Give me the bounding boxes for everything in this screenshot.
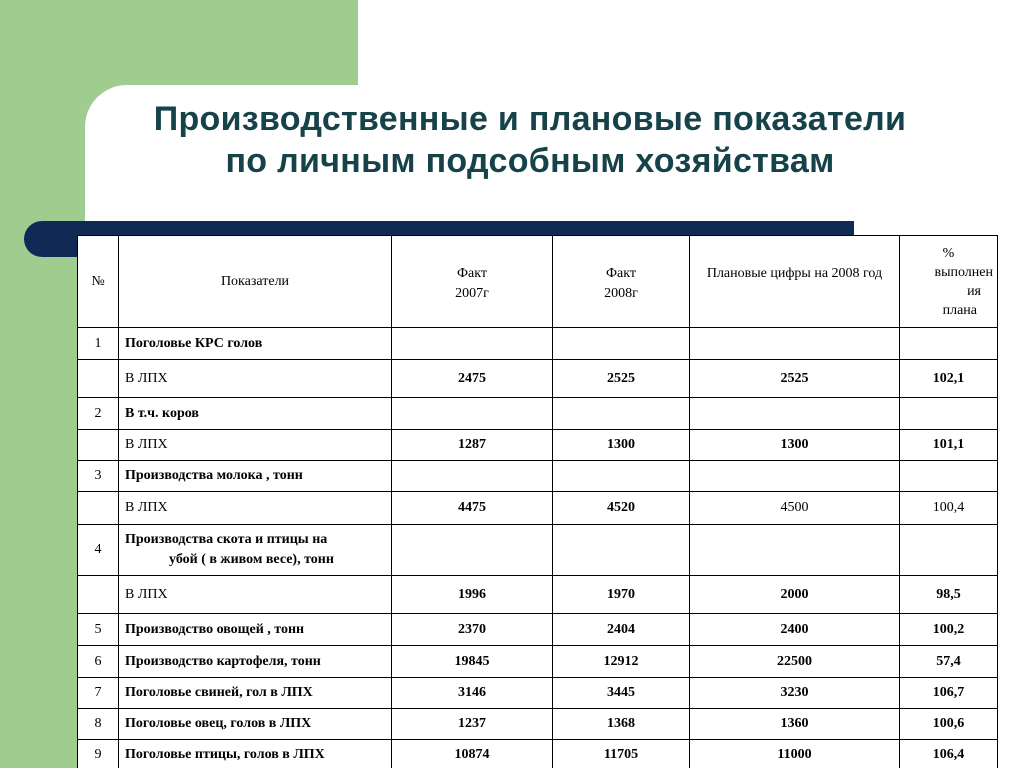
header-fact-2007-year: 2007г	[455, 286, 489, 301]
row-fact-2008: 3445	[553, 678, 690, 709]
row-name: Поголовье КРС голов	[119, 328, 392, 360]
header-fact-2008-year: 2008г	[604, 286, 638, 301]
row-name: Производство картофеля, тонн	[119, 646, 392, 678]
row-pct: 98,5	[900, 576, 998, 614]
row-plan-2008: 11000	[690, 740, 900, 768]
row-no: 6	[78, 646, 119, 678]
row-plan-2008: 4500	[690, 492, 900, 525]
row-name: В т.ч. коров	[119, 398, 392, 430]
header-fact-2007	[392, 236, 553, 328]
header-pct-symbol: %	[942, 245, 955, 261]
row-fact-2008	[553, 398, 690, 430]
row-name: Поголовье свиней, гол в ЛПХ	[119, 678, 392, 709]
row-fact-2007: 1996	[392, 576, 553, 614]
row-name	[119, 525, 392, 576]
row-pct: 106,7	[900, 678, 998, 709]
table-row	[78, 360, 998, 398]
row-pct: 100,4	[900, 492, 998, 525]
page-title: Производственные и плановые показатели по личным подсобным хозяйствам	[153, 100, 907, 180]
row-pct	[900, 328, 998, 360]
row-plan-2008	[690, 398, 900, 430]
row-pct: 57,4	[900, 646, 998, 678]
row-plan-2008	[690, 525, 900, 576]
row-name: Поголовье птицы, голов в ЛПХ	[119, 740, 392, 768]
row-fact-2007: 2475	[392, 360, 553, 398]
header-pct	[900, 236, 998, 328]
row-fact-2007: 1237	[392, 709, 553, 740]
row-no	[78, 360, 119, 398]
row-no	[78, 492, 119, 525]
row-no: 5	[78, 614, 119, 646]
table-row	[78, 492, 998, 525]
row-pct: 100,2	[900, 614, 998, 646]
row-plan-2008	[690, 328, 900, 360]
row-fact-2008: 12912	[553, 646, 690, 678]
row-fact-2008	[553, 525, 690, 576]
table-header-row	[78, 236, 998, 328]
row-pct: 101,1	[900, 430, 998, 461]
row-no: 3	[78, 461, 119, 492]
table-row	[78, 614, 998, 646]
row-plan-2008: 2000	[690, 576, 900, 614]
row-fact-2007	[392, 461, 553, 492]
row-fact-2008: 2525	[553, 360, 690, 398]
table-row	[78, 398, 998, 430]
row-fact-2007: 1287	[392, 430, 553, 461]
row-pct: 102,1	[900, 360, 998, 398]
row-plan-2008: 1300	[690, 430, 900, 461]
row-fact-2008	[553, 328, 690, 360]
row-name: Производство овощей , тонн	[119, 614, 392, 646]
row-fact-2008: 1368	[553, 709, 690, 740]
row-plan-2008: 2400	[690, 614, 900, 646]
header-fact-2008-label: Факт	[605, 266, 636, 281]
header-pct-line3: ия	[967, 283, 981, 299]
row-fact-2008: 1970	[553, 576, 690, 614]
row-name: Поголовье овец, голов в ЛПХ	[119, 709, 392, 740]
row-fact-2008: 2404	[553, 614, 690, 646]
header-pct-line4: плана	[942, 302, 977, 318]
header-fact-2007-label: Факт	[456, 266, 487, 281]
header-fact-2008	[553, 236, 690, 328]
row-name: В ЛПХ	[119, 576, 392, 614]
row-no: 7	[78, 678, 119, 709]
row-plan-2008: 1360	[690, 709, 900, 740]
row-no: 2	[78, 398, 119, 430]
row-plan-2008: 3230	[690, 678, 900, 709]
row-pct	[900, 525, 998, 576]
row-no: 4	[78, 525, 119, 576]
row-fact-2007	[392, 398, 553, 430]
header-pct-line2: выполнен	[934, 264, 993, 280]
row-fact-2007: 10874	[392, 740, 553, 768]
row-fact-2007	[392, 525, 553, 576]
row-pct: 106,4	[900, 740, 998, 768]
indicators-table	[77, 235, 998, 768]
row-name-line2: убой ( в живом весе), тонн	[169, 552, 334, 567]
table-row	[78, 709, 998, 740]
table-row	[78, 646, 998, 678]
table-row	[78, 328, 998, 360]
table-row	[78, 576, 998, 614]
row-no: 9	[78, 740, 119, 768]
row-fact-2007: 3146	[392, 678, 553, 709]
row-no	[78, 430, 119, 461]
row-fact-2008: 11705	[553, 740, 690, 768]
row-no: 8	[78, 709, 119, 740]
row-pct	[900, 398, 998, 430]
row-name-line1: Производства скота и птицы на	[125, 532, 328, 547]
row-plan-2008	[690, 461, 900, 492]
row-name: В ЛПХ	[119, 492, 392, 525]
row-pct: 100,6	[900, 709, 998, 740]
row-fact-2008: 1300	[553, 430, 690, 461]
row-name: В ЛПХ	[119, 430, 392, 461]
row-fact-2008	[553, 461, 690, 492]
row-plan-2008: 2525	[690, 360, 900, 398]
row-fact-2008: 4520	[553, 492, 690, 525]
row-name: Производства молока , тонн	[119, 461, 392, 492]
header-plan-2008: Плановые цифры на 2008 год	[690, 236, 900, 328]
row-no	[78, 576, 119, 614]
row-fact-2007: 2370	[392, 614, 553, 646]
row-fact-2007	[392, 328, 553, 360]
header-no: №	[78, 236, 119, 328]
row-plan-2008: 22500	[690, 646, 900, 678]
row-pct	[900, 461, 998, 492]
header-indicator: Показатели	[119, 236, 392, 328]
row-name: В ЛПХ	[119, 360, 392, 398]
row-fact-2007: 4475	[392, 492, 553, 525]
table-row	[78, 678, 998, 709]
table-row	[78, 740, 998, 768]
row-no: 1	[78, 328, 119, 360]
table-row	[78, 430, 998, 461]
table-row	[78, 461, 998, 492]
row-fact-2007: 19845	[392, 646, 553, 678]
table-row	[78, 525, 998, 576]
